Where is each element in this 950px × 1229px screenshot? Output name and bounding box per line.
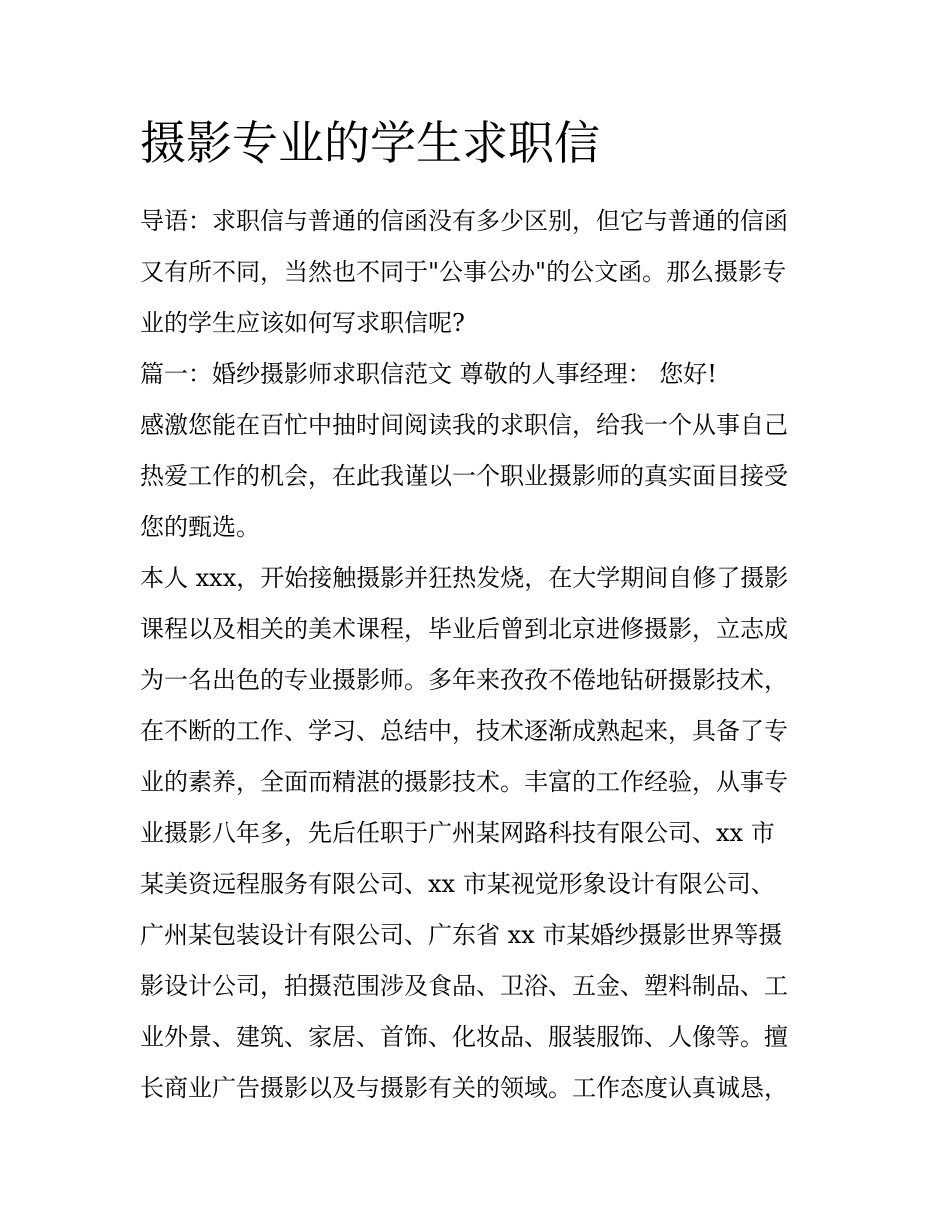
text-line: 长商业广告摄影以及与摄影有关的领域。工作态度认真诚恳， [140, 1074, 788, 1102]
text-line: 业的学生应该如何写求职信呢? [140, 309, 465, 337]
text-line: 热爱工作的机会，在此我谨以一个职业摄影师的真实面目接受 [140, 462, 788, 490]
text-line: 感激您能在百忙中抽时间阅读我的求职信，给我一个从事自己 [140, 411, 788, 439]
text-line: 业的素养，全面而精湛的摄影技术。丰富的工作经验，从事专 [140, 768, 788, 796]
text-line: 影设计公司，拍摄范围涉及食品、卫浴、五金、塑料制品、工 [140, 972, 788, 1000]
text-line: 某美资远程服务有限公司、xx 市某视觉形象设计有限公司、 [140, 870, 775, 898]
text-line: 篇一：婚纱摄影师求职信范文 尊敬的人事经理： 您好! [140, 360, 717, 388]
text-line: 在不断的工作、学习、总结中，技术逐渐成熟起来，具备了专 [140, 717, 788, 745]
text-line: 业外景、建筑、家居、首饰、化妆品、服装服饰、人像等。擅 [140, 1023, 788, 1051]
document-title: 摄影专业的学生求职信 [140, 116, 600, 170]
text-line: 又有所不同，当然也不同于"公事公办"的公文函。那么摄影专 [140, 258, 787, 286]
text-line: 广州某包装设计有限公司、广东省 xx 市某婚纱摄影世界等摄 [140, 921, 783, 949]
text-line: 业摄影八年多，先后任职于广州某网路科技有限公司、xx 市 [140, 819, 775, 847]
text-line: 为一名出色的专业摄影师。多年来孜孜不倦地钻研摄影技术， [140, 666, 788, 694]
text-line: 课程以及相关的美术课程，毕业后曾到北京进修摄影，立志成 [140, 615, 788, 643]
text-line: 导语：求职信与普通的信函没有多少区别，但它与普通的信函 [140, 207, 788, 235]
text-line: 本人 xxx，开始接触摄影并狂热发烧，在大学期间自修了摄影 [140, 564, 789, 592]
text-line: 您的甄选。 [140, 513, 260, 541]
document-body [140, 196, 815, 1114]
